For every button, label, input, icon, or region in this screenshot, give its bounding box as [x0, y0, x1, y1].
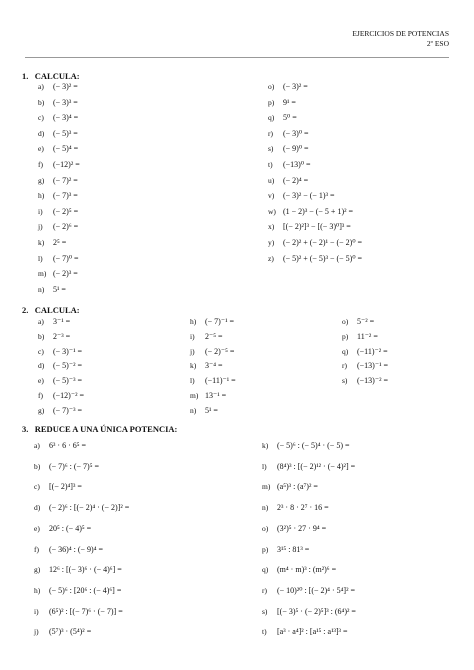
exercise-label: b) — [34, 461, 41, 471]
exercise-item — [34, 545, 103, 555]
exercise-expression: (− 3)⁻¹ = — [51, 346, 82, 356]
exercise-item — [34, 627, 91, 637]
exercise-expression: (− 5)⁶ : [20⁶ : (− 4)⁶] = — [47, 585, 122, 595]
exercise-item — [34, 586, 121, 596]
exercise-label: s) — [342, 376, 348, 386]
exercise-label: d) — [38, 361, 45, 371]
exercise-item — [190, 376, 236, 386]
exercise-item — [262, 524, 326, 534]
exercise-label: f) — [38, 391, 43, 400]
exercise-expression: 9¹ = — [281, 97, 296, 107]
exercise-label: h) — [190, 317, 197, 326]
exercise-expression: 20⁵ : (− 4)⁵ = — [47, 523, 92, 533]
exercise-label: t) — [262, 627, 267, 637]
exercise-expression: (− 9)⁰ = — [281, 144, 309, 154]
exercise-expression: (− 2)⁻⁵ = — [203, 346, 235, 356]
exercise-expression: (− 3)² = — [51, 82, 78, 91]
exercise-item — [342, 332, 378, 342]
exercise-item — [38, 238, 66, 248]
exercise-expression: 13⁻¹ = — [203, 391, 227, 400]
exercise-expression: 5⁻² = — [355, 317, 375, 326]
exercise-expression: (− 3)² − (− 1)³ = — [281, 191, 335, 201]
exercise-expression: (− 2)⁴ = — [281, 175, 309, 185]
exercise-label: f) — [38, 160, 43, 169]
exercise-label: c) — [34, 482, 40, 492]
exercise-item — [38, 254, 79, 264]
exercise-expression: [(− 2)⁴]³ = — [47, 482, 82, 492]
exercise-item — [342, 317, 374, 327]
exercise-label: s) — [268, 144, 274, 154]
exercise-item — [38, 207, 78, 217]
exercise-expression: (8⁴)³ : [(− 2)¹² · (− 4)²] = — [275, 461, 356, 471]
exercise-label: g) — [38, 175, 45, 185]
exercise-expression: 2⁻³ = — [51, 331, 71, 341]
exercise-item — [34, 482, 82, 492]
exercise-item — [38, 361, 82, 371]
exercise-label: o) — [262, 523, 269, 533]
exercise-expression: (− 10)²⁰ : [(− 2)⁴ · 5⁴]² = — [275, 585, 355, 595]
exercise-item — [262, 503, 329, 513]
exercise-item — [268, 176, 308, 186]
exercise-expression: (3²)⁵ · 27 · 9⁴ = — [275, 523, 327, 533]
exercise-expression: (− 3)⁰ = — [281, 128, 309, 138]
exercise-item — [190, 347, 234, 357]
exercise-expression: (− 3)⁴ = — [51, 113, 79, 123]
exercise-label: q) — [342, 346, 349, 356]
exercise-item — [268, 129, 309, 139]
exercise-label: p) — [262, 544, 269, 554]
exercise-item — [38, 160, 80, 170]
exercise-item — [38, 82, 78, 92]
exercise-label: m) — [262, 482, 271, 492]
exercise-item — [262, 441, 350, 451]
section-2-heading: 2. CALCULA: — [22, 305, 80, 315]
exercise-item — [268, 191, 335, 201]
exercise-label: p) — [342, 331, 349, 341]
exercise-item — [34, 462, 99, 472]
exercise-expression: (5⁷)³ · (5⁴)² = — [47, 627, 92, 637]
exercise-item — [38, 285, 66, 295]
exercise-item — [262, 565, 336, 575]
exercise-item — [262, 586, 355, 596]
exercise-label: a) — [38, 317, 44, 326]
exercise-item — [342, 347, 388, 357]
exercise-item — [34, 565, 122, 575]
exercise-item — [268, 98, 296, 108]
exercise-expression: 5¹ = — [51, 284, 66, 294]
exercise-expression: (m⁴ · m)³ : (m²)⁶ = — [275, 565, 337, 575]
exercise-item — [190, 406, 218, 416]
exercise-item — [262, 627, 347, 637]
exercise-expression: [a³ · a⁴]² : [a¹⁵ : a¹³]³ = — [275, 627, 348, 637]
exercise-expression: (− 2)⁵ = — [51, 206, 79, 216]
exercise-label: q) — [262, 565, 269, 575]
exercise-expression: (−13)⁰ = — [281, 160, 311, 169]
exercise-label: r) — [342, 361, 347, 371]
exercise-item — [342, 361, 388, 371]
exercise-label: i) — [34, 606, 39, 616]
exercise-expression: (−13)⁻² = — [355, 376, 388, 386]
exercise-expression: 11⁻² = — [355, 331, 378, 341]
exercise-item — [268, 222, 351, 232]
exercise-label: b) — [38, 97, 45, 107]
exercise-item — [262, 607, 356, 617]
exercise-label: d) — [38, 128, 45, 138]
exercise-label: d) — [34, 503, 41, 513]
exercise-expression: (a⁵)³ : (a⁷)² = — [275, 482, 318, 492]
exercise-item — [38, 144, 78, 154]
exercise-label: l) — [262, 461, 267, 471]
exercise-expression: 2⁻⁵ = — [203, 331, 223, 341]
exercise-item — [38, 391, 84, 401]
exercise-label: g) — [34, 565, 41, 575]
exercise-label: x) — [268, 222, 275, 232]
exercise-label: c) — [38, 113, 44, 123]
exercise-item — [268, 144, 309, 154]
exercise-label: k) — [38, 238, 45, 247]
exercise-expression: 12⁶ : [(− 3)⁶ · (− 4)⁶] = — [47, 565, 122, 575]
exercise-item — [268, 160, 311, 170]
exercise-expression: (− 7)⁰ = — [51, 253, 79, 263]
exercise-label: e) — [34, 523, 40, 533]
exercise-expression: (6⁵)² : [(− 7)⁶ · (− 7)] = — [47, 606, 123, 616]
exercise-label: u) — [268, 175, 275, 185]
exercise-expression: (− 3)² = — [281, 82, 308, 91]
exercise-item — [262, 462, 355, 472]
exercise-expression: (− 5)⁴ = — [51, 144, 79, 154]
exercise-item — [38, 191, 78, 201]
exercise-expression: (− 2)⁶ : [(− 2)⁴ · (− 2)]² = — [47, 503, 130, 513]
exercise-expression: (− 7)⁻³ = — [51, 405, 82, 415]
exercise-expression: (− 3)³ = — [51, 97, 78, 107]
exercise-item — [268, 254, 362, 264]
exercise-label: k) — [262, 441, 269, 450]
exercise-expression: [(− 2)²]³ − [(− 3)⁰]³ = — [281, 222, 351, 232]
exercise-item — [34, 607, 123, 617]
exercise-label: v) — [268, 191, 275, 201]
exercise-label: l) — [190, 376, 195, 386]
exercise-expression: (1 − 2)³ − (− 5 + 1)² = — [281, 206, 354, 216]
header-rule — [25, 57, 449, 58]
exercise-item — [38, 222, 78, 232]
exercise-item — [342, 376, 388, 386]
exercise-label: q) — [268, 113, 275, 123]
exercise-expression: (−13)⁻¹ = — [355, 361, 388, 371]
exercise-label: o) — [342, 317, 349, 326]
exercise-item — [190, 361, 223, 371]
exercise-label: l) — [38, 253, 43, 263]
exercise-expression: (−12)⁻² = — [51, 391, 84, 400]
exercise-item — [190, 391, 226, 401]
exercise-label: i) — [190, 331, 195, 341]
exercise-label: z) — [268, 253, 274, 263]
exercise-expression: (−11)⁻² = — [355, 346, 388, 356]
exercise-item — [38, 176, 78, 186]
exercise-label: m) — [190, 391, 199, 400]
exercise-item — [38, 376, 82, 386]
exercise-item — [268, 82, 308, 92]
exercise-item — [268, 113, 297, 123]
exercise-item — [34, 503, 129, 513]
exercise-expression: (−12)² = — [51, 160, 80, 169]
exercise-item — [34, 524, 91, 534]
exercise-label: t) — [268, 160, 273, 169]
exercise-expression: 2³ · 8 · 2⁷ · 16 = — [275, 503, 329, 513]
exercise-label: j) — [34, 627, 39, 637]
exercise-label: h) — [34, 585, 41, 595]
exercise-label: n) — [38, 284, 45, 294]
exercise-expression: (− 5)³ = — [51, 128, 78, 138]
exercise-expression: (− 7)³ = — [51, 191, 78, 201]
exercise-item — [34, 441, 86, 451]
exercise-label: c) — [38, 346, 44, 356]
page-header — [352, 29, 449, 49]
exercise-expression: (− 5)² + (− 5)³ − (− 5)⁰ = — [281, 253, 363, 263]
exercise-item — [38, 317, 70, 327]
exercise-label: g) — [38, 405, 45, 415]
exercise-label: a) — [38, 82, 44, 91]
exercise-label: m) — [38, 269, 47, 279]
exercise-label: e) — [38, 144, 44, 154]
exercise-label: r) — [268, 128, 273, 138]
section-3-heading: 3. REDUCE A UNA ÚNICA POTENCIA: — [22, 424, 178, 434]
exercise-expression: (−11)⁻¹ = — [203, 376, 236, 386]
exercise-item — [190, 317, 234, 327]
exercise-expression: (− 36)⁴ : (− 9)⁴ = — [47, 544, 103, 554]
exercise-label: j) — [38, 222, 43, 232]
exercise-label: i) — [38, 206, 43, 216]
exercise-expression: 2⁵ = — [51, 238, 67, 247]
exercise-item — [38, 347, 82, 357]
exercise-label: s) — [262, 606, 268, 616]
exercise-expression: (− 5)⁻³ = — [51, 376, 82, 386]
exercise-label: a) — [34, 441, 40, 450]
exercise-label: y) — [268, 238, 275, 247]
exercise-expression: 5¹ = — [203, 405, 218, 415]
exercise-expression: 3⁻⁴ = — [203, 361, 223, 371]
exercise-label: f) — [34, 544, 39, 554]
exercise-expression: (− 7)⁶ : (− 7)⁵ = — [47, 461, 99, 471]
exercise-item — [38, 332, 70, 342]
exercise-item — [38, 98, 78, 108]
exercise-expression: (− 7)² = — [51, 175, 78, 185]
exercise-label: b) — [38, 331, 45, 341]
worksheet-title: EJERCICIOS DE POTENCIAS — [352, 29, 449, 38]
exercise-expression: (− 5)⁻² = — [51, 361, 82, 371]
exercise-item — [38, 113, 78, 123]
section-1-heading: 1. CALCULA: — [22, 71, 80, 81]
exercise-label: n) — [190, 405, 197, 415]
exercise-label: r) — [262, 585, 267, 595]
exercise-item — [38, 129, 78, 139]
exercise-expression: 5⁰ = — [281, 113, 297, 123]
exercise-item — [190, 332, 223, 342]
exercise-expression: 6³ · 6 · 6⁵ = — [47, 441, 87, 450]
exercise-label: o) — [268, 82, 275, 91]
exercise-item — [268, 207, 353, 217]
exercise-label: n) — [262, 503, 269, 513]
exercise-item — [268, 238, 362, 248]
exercise-item — [262, 545, 309, 555]
exercise-label: k) — [190, 361, 197, 371]
exercise-expression: (− 5)⁶ : (− 5)⁴ · (− 5) = — [275, 441, 350, 450]
exercise-expression: [(− 3)⁵ · (− 2)⁵]³ : (6⁴)² = — [275, 606, 356, 616]
exercise-expression: (− 7)⁻¹ = — [203, 317, 234, 326]
exercise-expression: 3¹⁵ : 81³ = — [275, 544, 310, 554]
exercise-item — [38, 269, 78, 279]
exercise-expression: (− 2)⁶ = — [51, 222, 79, 232]
exercise-item — [38, 406, 82, 416]
worksheet-subtitle: 2º ESO — [426, 39, 449, 48]
exercise-label: p) — [268, 97, 275, 107]
exercise-expression: 3⁻¹ = — [51, 317, 71, 326]
exercise-expression: (− 2)² + (− 2)¹ − (− 2)⁰ = — [281, 238, 363, 247]
exercise-label: w) — [268, 206, 276, 216]
exercise-label: j) — [190, 346, 195, 356]
exercise-expression: (− 2)³ = — [51, 269, 78, 279]
exercise-item — [262, 482, 318, 492]
exercise-label: e) — [38, 376, 44, 386]
exercise-label: h) — [38, 191, 45, 201]
